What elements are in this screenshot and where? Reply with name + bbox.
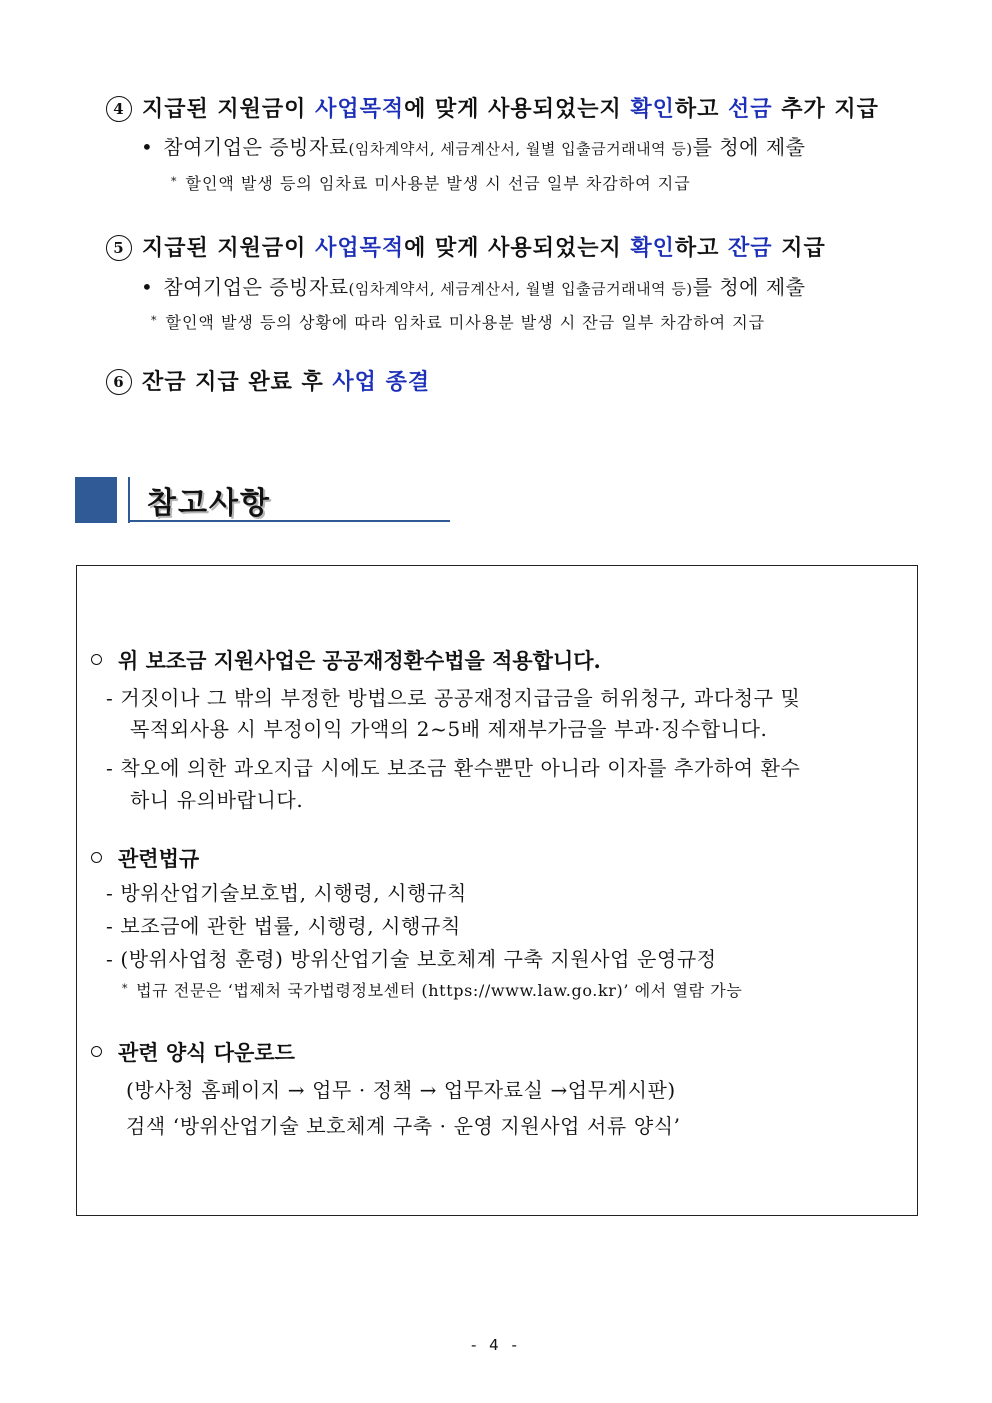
step-4-bullet: • 참여기업은 증빙자료(임차계약서, 세금계산서, 월별 입출금거래내역 등)를 청에 제출 [141,135,806,159]
ref-heading-regulations: 관련법규 [91,843,199,873]
asterisk: * [122,982,129,995]
ref-download-search: 검색 ‘방위산업기술 보호체계 구축 · 운영 지원사업 서류 양식’ [126,1114,681,1138]
ref-regulation-item: - 방위산업기술보호법, 시행령, 시행규칙 [106,881,467,905]
ref-download-path: (방사청 홈페이지 → 업무 · 정책 → 업무자료실 →업무게시판) [126,1078,676,1102]
bullet-dot: • [141,135,154,159]
ref-law-line: - 착오에 의한 과오지급 시에도 보조금 환수뿐만 아니라 이자를 추가하여 환수 [106,756,801,780]
step-5-bullet: • 참여기업은 증빙자료(임차계약서, 세금계산서, 월별 입출금거래내역 등)를 청에 제출 [141,275,806,299]
section-title: 참고사항 [147,486,271,521]
step-6-title: 6 잔금 지급 완료 후 사업 종결 [106,365,430,396]
ref-heading-law: 위 보조금 지원사업은 공공재정환수법을 적용합니다. [91,645,601,675]
ref-regulation-item: - (방위사업청 훈령) 방위산업기술 보호체계 구축 지원사업 운영규정 [106,947,717,971]
section-bar [75,477,117,523]
page-number: - 4 - [471,1336,521,1354]
asterisk: * [171,175,178,188]
step-number: 6 [106,369,132,395]
ref-regulation-note: * 법규 전문은 ‘법제처 국가법령정보센터 (https://www.law.go.kr)’ 에서 열람 가능 [122,981,743,1000]
ref-law-line: - 거짓이나 그 밖의 부정한 방법으로 공공재정지급금을 허위청구, 과다청구 및 [106,686,801,710]
ref-law-line: 목적외사용 시 부정이익 가액의 2~5배 제재부가금을 부과·징수합니다. [130,717,768,741]
ref-law-line: 하니 유의바랍니다. [130,788,304,812]
ref-regulation-item: - 보조금에 관한 법률, 시행령, 시행규칙 [106,914,461,938]
bullet-dot: • [141,275,154,299]
circle-bullet-icon [91,654,102,665]
section-divider [128,477,130,523]
step-number: 5 [106,235,132,261]
step-5-note: * 할인액 발생 등의 상황에 따라 임차료 미사용분 발생 시 잔금 일부 차감하여 지급 [151,313,766,332]
circle-bullet-icon [91,1046,102,1057]
circle-bullet-icon [91,852,102,863]
ref-heading-download: 관련 양식 다운로드 [91,1037,295,1067]
step-number: 4 [106,96,132,122]
step-4-title: 4 지급된 지원금이 사업목적에 맞게 사용되었는지 확인하고 선금 추가 지급 [106,92,879,123]
step-5-title: 5 지급된 지원금이 사업목적에 맞게 사용되었는지 확인하고 잔금 지급 [106,231,826,262]
step-4-note: * 할인액 발생 등의 임차료 미사용분 발생 시 선금 일부 차감하여 지급 [171,174,691,193]
asterisk: * [151,314,158,327]
